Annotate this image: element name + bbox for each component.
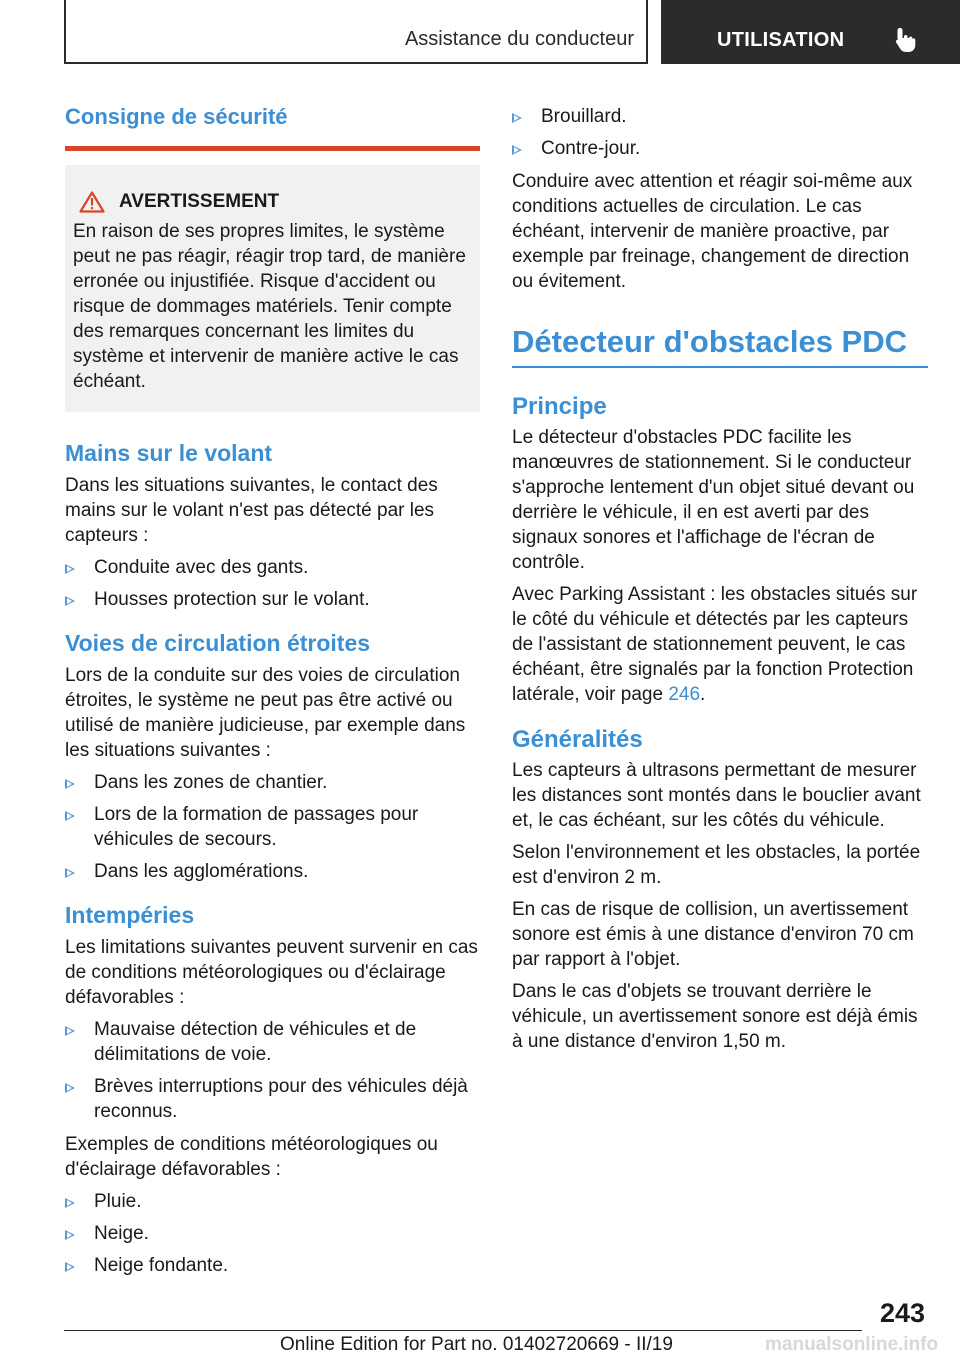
list-item-text: Pluie. xyxy=(94,1191,142,1212)
weather-intro: Les limitations suivantes peuvent survenir en cas de conditions météorologiques ou d'éclairage défavorables : xyxy=(65,937,478,1008)
list-item-text: Brèves interruptions pour des véhicules déjà reconnus. xyxy=(94,1076,468,1122)
list-item xyxy=(65,770,480,795)
list-item-text: Dans les zones de chantier. xyxy=(94,772,328,793)
list-item-text: Lors de la formation de passages pour véhicules de secours. xyxy=(94,804,419,850)
narrow-list xyxy=(65,770,480,884)
narrow-section-title: Voies de circulation étroites xyxy=(65,630,371,656)
list-item-text: Mauvaise détection de véhicules et de délimitations de voie. xyxy=(94,1019,417,1065)
list-item-text: Contre-jour. xyxy=(541,138,641,159)
list-item xyxy=(512,104,928,129)
principle-text-2 xyxy=(512,582,928,707)
list-item-text: Housses protection sur le volant. xyxy=(94,589,370,610)
principle-section-title: Principe xyxy=(512,393,607,420)
list-item xyxy=(65,1221,480,1246)
page-link-246[interactable]: 246 xyxy=(668,684,701,705)
warning-heading: AVERTISSEMENT xyxy=(119,191,280,212)
list-item xyxy=(65,587,480,612)
triangle-bullet-icon xyxy=(512,145,522,155)
triangle-bullet-icon xyxy=(65,1026,75,1036)
triangle-bullet-icon xyxy=(65,1083,75,1093)
triangle-bullet-icon xyxy=(65,564,75,574)
warning-heading-row xyxy=(73,191,472,213)
list-item-text: Neige. xyxy=(94,1223,149,1244)
list-item xyxy=(65,1189,480,1214)
pdc-chapter-title: Détecteur d'obstacles PDC xyxy=(512,322,928,368)
triangle-bullet-icon xyxy=(65,1198,75,1208)
general-text-4: Dans le cas d'objets se trouvant derrière le véhicule, un avertissement sonore est déjà émis à une distance d'environ 1,50 m. xyxy=(512,981,918,1052)
triangle-bullet-icon xyxy=(65,596,75,606)
weather-examples-intro: Exemples de conditions météorologiques ou d'éclairage défavorables : xyxy=(65,1134,438,1180)
general-text-3: En cas de risque de collision, un avertissement sonore est émis à une distance d'environ 70 cm par rapport à l'objet. xyxy=(512,899,914,970)
list-item xyxy=(65,1253,480,1278)
general-section-title: Généralités xyxy=(512,726,643,753)
hands-list xyxy=(65,555,480,612)
principle-text-2-body: Avec Parking Assistant : les obstacles situés sur le côté du véhicule et détectés par les capteurs de l'assistant de stationnement peuvent, le cas échéant, être signalés par la fonction Protection latérale, voir page xyxy=(512,584,918,705)
triangle-bullet-icon xyxy=(65,868,75,878)
list-item xyxy=(65,1074,480,1124)
triangle-bullet-icon xyxy=(65,1230,75,1240)
pointing-hand-icon xyxy=(893,26,919,54)
triangle-bullet-icon xyxy=(512,113,522,123)
list-item-text: Brouillard. xyxy=(541,106,627,127)
weather-examples-list xyxy=(65,1189,480,1278)
list-item xyxy=(65,802,480,852)
narrow-intro: Lors de la conduite sur des voies de circulation étroites, le système ne peut pas être activé ou utilisé de manière judicieuse, par exemple dans les situations suivantes : xyxy=(65,665,466,761)
footer-watermark: manualsonline.info xyxy=(765,1334,939,1355)
header-chapter-label: UTILISATION xyxy=(717,29,845,51)
footer-divider xyxy=(64,1330,862,1331)
hands-intro: Dans les situations suivantes, le contact des mains sur le volant n'est pas détecté par les capteurs : xyxy=(65,475,438,546)
warning-text: En raison de ses propres limites, le système peut ne pas réagir, réagir trop tard, de manière erronée ou injustifiée. Risque d'accident ou risque de dommages matériels. Tenir compte des remarques concernant les limites du système et intervenir de manière active le cas échéant. xyxy=(73,221,466,392)
warning-box xyxy=(65,165,480,412)
weather-section-title: Intempéries xyxy=(65,902,195,928)
right-column xyxy=(512,104,928,1061)
triangle-bullet-icon xyxy=(65,811,75,821)
list-item-text: Dans les agglomérations. xyxy=(94,861,309,882)
drive-note: Conduire avec attention et réagir soi-même aux conditions actuelles de circulation. Le cas échéant, intervenir de manière proactive, par exemple par freinage, changement de direction ou évitement. xyxy=(512,171,913,292)
left-column xyxy=(65,96,480,1286)
list-item xyxy=(65,859,480,884)
safety-section-title: Consigne de sécurité xyxy=(65,102,480,151)
weather-list xyxy=(65,1017,480,1124)
general-text-2: Selon l'environnement et les obstacles, la portée est d'environ 2 m. xyxy=(512,842,921,888)
header-section-title: Assistance du conducteur xyxy=(404,28,634,50)
general-text-1: Les capteurs à ultrasons permettant de mesurer les distances sont montés dans le bouclier avant et, le cas échéant, sur les côtés du véhicule. xyxy=(512,760,921,831)
principle-text-2-end: . xyxy=(700,684,706,705)
header-section-box xyxy=(64,0,648,64)
principle-text-1: Le détecteur d'obstacles PDC facilite les manœuvres de stationnement. Si le conducteur s'approche lentement d'un objet situé devant ou derrière le véhicule, il en est averti par des signaux sonores et l'affichage de l'écran de contrôle. xyxy=(512,427,915,573)
page-number: 243 xyxy=(880,1298,926,1328)
list-item xyxy=(65,555,480,580)
list-item-text: Neige fondante. xyxy=(94,1255,229,1276)
footer-edition: Online Edition for Part no. 01402720669 - II/19 xyxy=(280,1334,673,1355)
warning-triangle-icon xyxy=(79,191,105,213)
triangle-bullet-icon xyxy=(65,779,75,789)
weather-examples-list-cont xyxy=(512,104,928,161)
header-chapter-tab xyxy=(661,0,960,64)
list-item xyxy=(512,136,928,161)
list-item-text: Conduite avec des gants. xyxy=(94,557,309,578)
list-item xyxy=(65,1017,480,1067)
hands-section-title: Mains sur le volant xyxy=(65,440,273,466)
triangle-bullet-icon xyxy=(65,1262,75,1272)
